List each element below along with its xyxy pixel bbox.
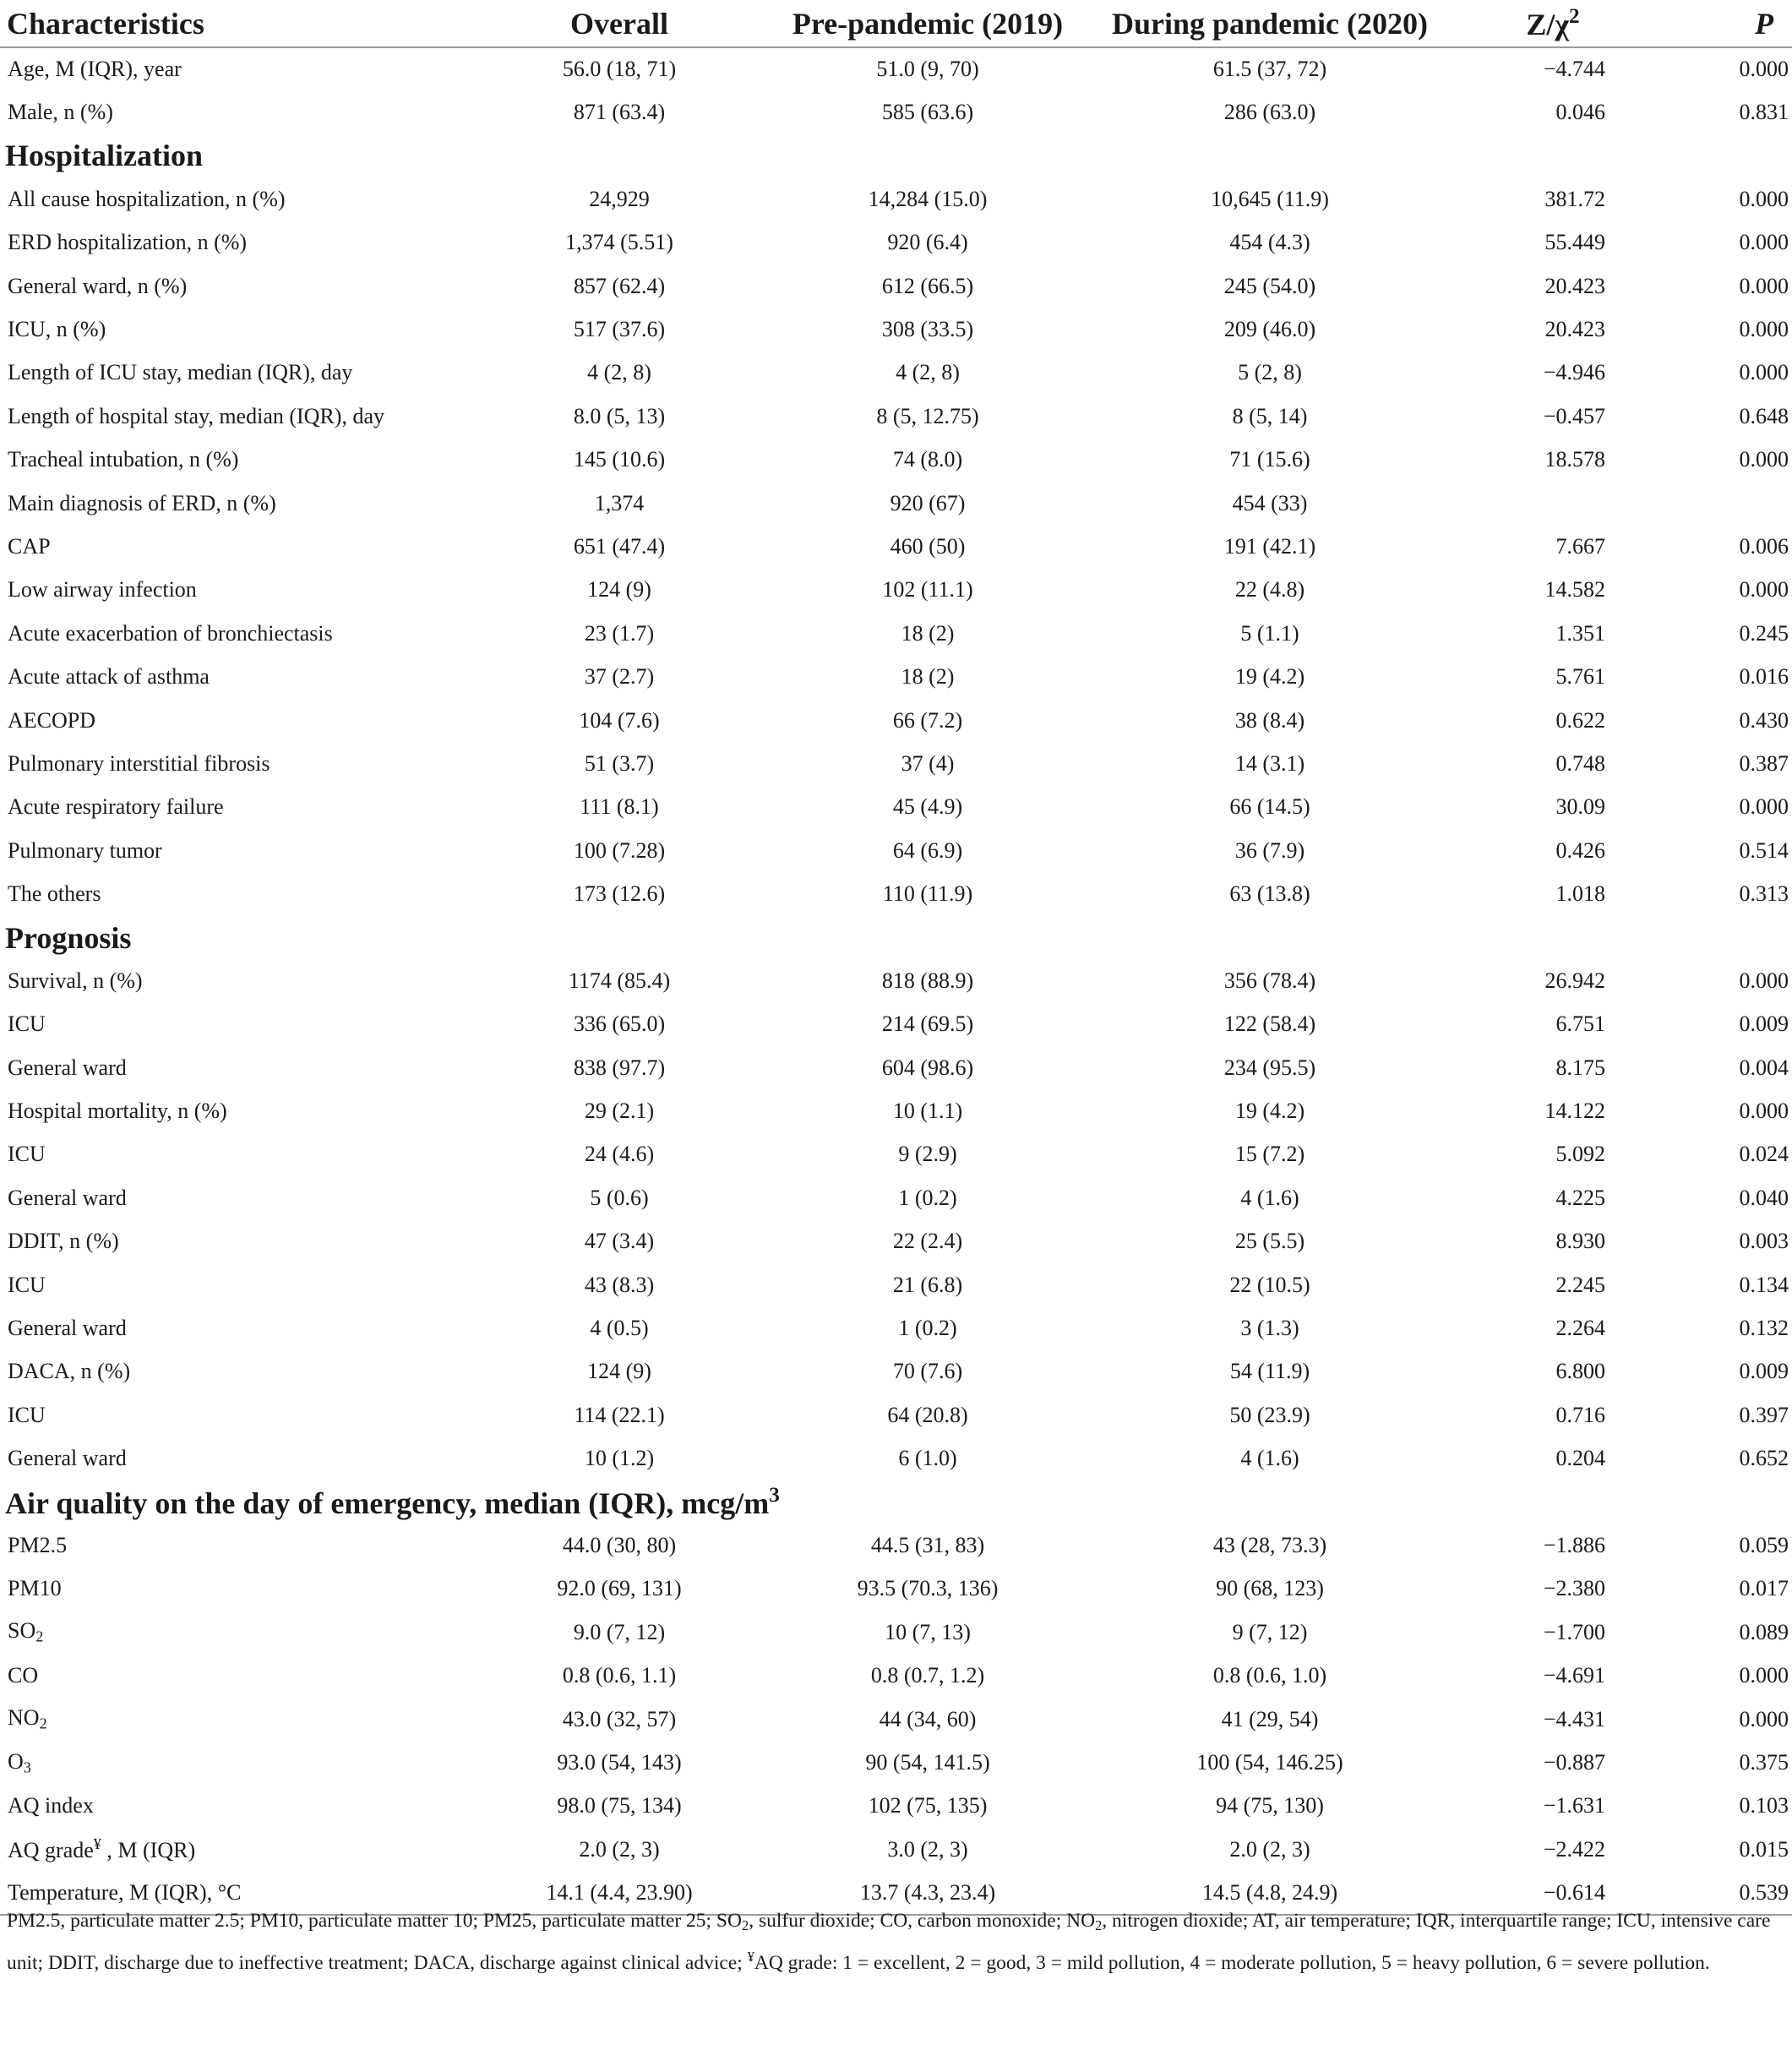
header-z-chi2: $Z/\chi^2$ [1443, 0, 1663, 47]
cell-during-pandemic: 8 (5, 14) [1232, 403, 1308, 428]
table-row [0, 1698, 1792, 1741]
table-row [0, 308, 1792, 351]
cell-p-value: 0.004 [1739, 1055, 1789, 1080]
cell-overall: 43 (8.3) [584, 1272, 655, 1297]
table-row [0, 959, 1792, 1002]
cell-p-value: 0.000 [1739, 360, 1789, 385]
table-row [0, 1350, 1792, 1393]
cell-overall: 93.0 (54, 143) [557, 1749, 682, 1775]
cell-overall: 24,929 [589, 186, 650, 211]
cell-z-statistic: −1.886 [1543, 1532, 1605, 1557]
section-header-row [0, 1480, 1792, 1524]
table-row [0, 1828, 1792, 1871]
cell-p-value: 0.831 [1739, 100, 1789, 125]
row-label: Survival, n (%) [8, 968, 143, 993]
cell-overall: 8.0 (5, 13) [573, 403, 666, 428]
cell-during-pandemic: 43 (28, 73.3) [1212, 1532, 1327, 1557]
cell-z-statistic: −2.422 [1543, 1836, 1605, 1862]
cell-z-statistic: 0.716 [1555, 1402, 1605, 1427]
row-label: Low airway infection [8, 577, 197, 602]
cell-during-pandemic: 22 (10.5) [1229, 1272, 1310, 1297]
cell-z-statistic: 0.622 [1555, 707, 1605, 733]
cell-during-pandemic: 0.8 (0.6, 1.0) [1212, 1663, 1327, 1688]
cell-z-statistic: 6.751 [1555, 1011, 1605, 1037]
row-label: Main diagnosis of ERD, n (%) [8, 490, 276, 515]
cell-during-pandemic: 71 (15.6) [1229, 447, 1310, 472]
cell-z-statistic: −4.744 [1543, 57, 1605, 82]
section-header-row [0, 916, 1792, 959]
cell-p-value: 0.134 [1739, 1272, 1789, 1297]
table-row [0, 872, 1792, 915]
section-title: Prognosis [5, 920, 132, 955]
cell-pre-pandemic: 66 (7.2) [892, 707, 963, 733]
cell-overall: 51 (3.7) [584, 750, 655, 776]
cell-pre-pandemic: 37 (4) [901, 750, 955, 776]
cell-p-value: 0.003 [1739, 1229, 1789, 1254]
cell-during-pandemic: 14 (3.1) [1234, 750, 1305, 776]
cell-during-pandemic: 245 (54.0) [1223, 273, 1316, 298]
cell-pre-pandemic: 102 (75, 135) [868, 1793, 988, 1818]
row-label: General ward [8, 1316, 127, 1341]
row-label: The others [8, 881, 101, 907]
row-label: Pulmonary interstitial fibrosis [8, 750, 270, 776]
cell-pre-pandemic: 21 (6.8) [892, 1272, 963, 1297]
cell-z-statistic: −4.946 [1543, 360, 1605, 385]
cell-p-value: 0.006 [1739, 533, 1789, 559]
cell-during-pandemic: 3 (1.3) [1240, 1316, 1299, 1341]
cell-p-value: 0.000 [1739, 577, 1789, 602]
cell-overall: 14.1 (4.4, 23.90) [480, 1871, 759, 1914]
cell-z-statistic: 55.449 [1544, 230, 1605, 255]
cell-during-pandemic: 122 (58.4) [1223, 1011, 1316, 1037]
cell-pre-pandemic: 110 (11.9) [882, 881, 973, 907]
row-label: ICU [8, 1142, 46, 1167]
cell-pre-pandemic: 44.5 (31, 83) [870, 1532, 985, 1557]
cell-overall: 124 (9) [587, 1359, 651, 1384]
cell-pre-pandemic: 460 (50) [890, 533, 966, 559]
cell-during-pandemic: 10,645 (11.9) [1211, 186, 1329, 211]
cell-overall: 29 (2.1) [584, 1099, 655, 1124]
cell-z-statistic: 8.930 [1555, 1229, 1605, 1254]
cell-p-value: 0.000 [1739, 1706, 1789, 1731]
cell-overall: 37 (2.7) [584, 664, 655, 690]
cell-overall: 44.0 (30, 80) [562, 1532, 677, 1557]
cell-p-value: 0.000 [1739, 1099, 1789, 1124]
cell-overall: 838 (97.7) [573, 1055, 666, 1080]
row-label: AQ grade¥ , M (IQR) [8, 1835, 196, 1863]
cell-z-statistic: 4.225 [1555, 1185, 1605, 1210]
row-label: Length of ICU stay, median (IQR), day [8, 360, 353, 385]
cell-overall: 857 (62.4) [573, 273, 666, 298]
cell-during-pandemic: 38 (8.4) [1234, 707, 1305, 733]
cell-during-pandemic: 19 (4.2) [1234, 664, 1305, 690]
cell-z-statistic: −1.631 [1543, 1793, 1605, 1818]
cell-during-pandemic: 5 (2, 8) [1238, 360, 1302, 385]
cell-pre-pandemic: 585 (63.6) [881, 100, 974, 125]
header-characteristics: Characteristics [0, 0, 480, 47]
cell-p-value [1663, 482, 1792, 525]
cell-overall: 43.0 (32, 57) [562, 1706, 677, 1731]
row-label: Acute attack of asthma [8, 664, 210, 690]
cell-pre-pandemic: 308 (33.5) [881, 317, 974, 342]
cell-z-statistic: 0.426 [1555, 837, 1605, 863]
cell-pre-pandemic: 14,284 (15.0) [868, 186, 988, 211]
cell-overall: 111 (8.1) [580, 794, 659, 820]
cell-pre-pandemic: 4 (2, 8) [896, 360, 960, 385]
row-label: PM2.5 [8, 1532, 68, 1557]
cell-pre-pandemic: 920 (6.4) [887, 230, 968, 255]
cell-p-value: 0.059 [1739, 1532, 1789, 1557]
cell-pre-pandemic: 604 (98.6) [881, 1055, 974, 1080]
cell-during-pandemic: 191 (42.1) [1223, 533, 1316, 559]
header-pre-pandemic: Pre-pandemic (2019) [759, 0, 1097, 47]
cell-z-statistic: 14.122 [1544, 1099, 1605, 1124]
table-row [0, 786, 1792, 829]
cell-during-pandemic: 356 (78.4) [1223, 968, 1316, 993]
cell-during-pandemic: 54 (11.9) [1229, 1359, 1310, 1384]
table-row [0, 1263, 1792, 1306]
row-label: PM10 [8, 1576, 62, 1601]
cell-during-pandemic: 4 (1.6) [1240, 1185, 1299, 1210]
table-row [0, 1393, 1792, 1437]
cell-p-value: 0.000 [1739, 794, 1789, 820]
cell-pre-pandemic: 64 (6.9) [892, 837, 963, 863]
cell-during-pandemic: 15 (7.2) [1234, 1142, 1305, 1167]
row-label: Temperature, M (IQR), °C [0, 1871, 480, 1914]
table-row [0, 1046, 1792, 1089]
table-row [0, 439, 1792, 482]
cell-pre-pandemic: 18 (2) [901, 620, 955, 646]
header-during-pandemic: During pandemic (2020) [1097, 0, 1443, 47]
cell-z-statistic: 2.264 [1555, 1316, 1605, 1341]
cell-during-pandemic: 63 (13.8) [1229, 881, 1310, 907]
cell-during-pandemic: 2.0 (2, 3) [1229, 1836, 1310, 1862]
cell-z-statistic: 0.204 [1555, 1446, 1605, 1471]
table-row [0, 829, 1792, 872]
cell-z-statistic: 5.761 [1555, 664, 1605, 690]
cell-during-pandemic: 41 (29, 54) [1221, 1706, 1319, 1731]
cell-p-value: 0.000 [1739, 186, 1789, 211]
cell-p-value: 0.539 [1663, 1871, 1792, 1914]
table-row [0, 221, 1792, 264]
cell-p-value: 0.430 [1739, 707, 1789, 733]
cell-z-statistic: −0.887 [1543, 1749, 1605, 1775]
cell-pre-pandemic: 1 (0.2) [898, 1316, 957, 1341]
cell-z-statistic: 18.578 [1544, 447, 1605, 472]
table-row [0, 395, 1792, 438]
cell-overall: 104 (7.6) [579, 707, 660, 733]
cell-p-value: 0.132 [1739, 1316, 1789, 1341]
cell-overall: 2.0 (2, 3) [579, 1836, 660, 1862]
row-label: ERD hospitalization, n (%) [8, 230, 248, 255]
cell-p-value: 0.017 [1739, 1576, 1789, 1601]
row-label: General ward [8, 1055, 127, 1080]
cell-overall: 1,374 [594, 490, 645, 515]
cell-pre-pandemic: 93.5 (70.3, 136) [857, 1576, 999, 1601]
cell-pre-pandemic: 818 (88.9) [881, 968, 974, 993]
cell-during-pandemic: 19 (4.2) [1234, 1099, 1305, 1124]
cell-during-pandemic: 66 (14.5) [1229, 794, 1310, 820]
section-title: Air quality on the day of emergency, median (IQR), mcg/$m^3$ [5, 1483, 780, 1520]
table-row [0, 1611, 1792, 1654]
cell-during-pandemic: 61.5 (37, 72) [1212, 57, 1327, 82]
cell-z-statistic: 26.942 [1544, 968, 1605, 993]
cell-z-statistic: 1.018 [1555, 881, 1605, 907]
cell-during-pandemic: 454 (33) [1232, 490, 1308, 515]
cell-z-statistic: 8.175 [1555, 1055, 1605, 1080]
cell-overall: 1174 (85.4) [568, 968, 671, 993]
cell-p-value: 0.000 [1739, 317, 1789, 342]
row-label: DDIT, n (%) [8, 1229, 119, 1254]
cell-p-value: 0.015 [1739, 1836, 1789, 1862]
cell-z-statistic: 14.582 [1544, 577, 1605, 602]
row-label: Tracheal intubation, n (%) [8, 447, 239, 472]
cell-pre-pandemic: 70 (7.6) [892, 1359, 963, 1384]
cell-pre-pandemic: 920 (67) [890, 490, 966, 515]
cell-z-statistic: −0.457 [1543, 403, 1605, 428]
row-label: Acute exacerbation of bronchiectasis [8, 620, 333, 646]
cell-z-statistic: −1.700 [1543, 1619, 1605, 1644]
cell-overall: 0.8 (0.6, 1.1) [562, 1663, 677, 1688]
table-row [0, 352, 1792, 395]
row-label: General ward [8, 1446, 127, 1471]
table-row [0, 1741, 1792, 1784]
cell-overall: 100 (7.28) [573, 837, 666, 863]
table-row [0, 47, 1792, 90]
table-row [0, 1437, 1792, 1480]
cell-during-pandemic: 22 (4.8) [1234, 577, 1305, 602]
cell-overall: 24 (4.6) [584, 1142, 655, 1167]
table-row [0, 482, 1792, 525]
cell-during-pandemic: 90 (68, 123) [1216, 1576, 1324, 1601]
cell-pre-pandemic: 8 (5, 12.75) [876, 403, 979, 428]
cell-during-pandemic: 9 (7, 12) [1232, 1619, 1308, 1644]
table-row [0, 1089, 1792, 1132]
table-row [0, 177, 1792, 221]
cell-pre-pandemic: 10 (7, 13) [885, 1619, 971, 1644]
cell-p-value: 0.000 [1739, 273, 1789, 298]
cell-overall: 9.0 (7, 12) [573, 1619, 666, 1644]
cell-during-pandemic: 50 (23.9) [1229, 1402, 1310, 1427]
cell-p-value: 0.648 [1739, 403, 1789, 428]
row-label: $NO_2$ [8, 1705, 47, 1732]
cell-z-statistic: 0.046 [1555, 100, 1605, 125]
cell-pre-pandemic: 0.8 (0.7, 1.2) [870, 1663, 985, 1688]
cell-p-value: 0.016 [1739, 664, 1789, 690]
cell-z-statistic: 381.72 [1544, 186, 1605, 211]
cell-pre-pandemic: 612 (66.5) [881, 273, 974, 298]
cell-p-value: 0.009 [1739, 1359, 1789, 1384]
cell-overall: 56.0 (18, 71) [562, 57, 677, 82]
table-row [0, 1654, 1792, 1697]
cell-pre-pandemic: 1 (0.2) [898, 1185, 957, 1210]
cell-z-statistic: −4.431 [1543, 1706, 1605, 1731]
table-row [0, 742, 1792, 785]
cell-overall: 173 (12.6) [573, 881, 666, 907]
table-row [0, 1568, 1792, 1611]
cell-pre-pandemic: 45 (4.9) [892, 794, 963, 820]
cell-overall: 145 (10.6) [573, 447, 666, 472]
cell-p-value: 0.040 [1739, 1185, 1789, 1210]
section-header-row [0, 134, 1792, 177]
cell-during-pandemic: 286 (63.0) [1223, 100, 1316, 125]
cell-z-statistic: −2.380 [1543, 1576, 1605, 1601]
cell-pre-pandemic: 214 (69.5) [881, 1011, 974, 1037]
cell-during-pandemic: 234 (95.5) [1223, 1055, 1316, 1080]
row-label: General ward, n (%) [8, 273, 188, 298]
table-row [0, 699, 1792, 742]
cell-pre-pandemic: 6 (1.0) [898, 1446, 957, 1471]
cell-overall: 4 (2, 8) [587, 360, 651, 385]
header-p-value: P [1663, 0, 1792, 47]
cell-pre-pandemic: 64 (20.8) [887, 1402, 968, 1427]
table-row [0, 1133, 1792, 1176]
cell-pre-pandemic: 22 (2.4) [892, 1229, 963, 1254]
table-row [0, 1785, 1792, 1828]
cell-overall: 651 (47.4) [573, 533, 666, 559]
cell-p-value: 0.000 [1739, 230, 1789, 255]
table-row [0, 612, 1792, 655]
cell-during-pandemic: 25 (5.5) [1234, 1229, 1305, 1254]
row-label: Length of hospital stay, median (IQR), day [8, 403, 384, 428]
cell-during-pandemic: 94 (75, 130) [1216, 1793, 1324, 1818]
row-label: AQ index [8, 1793, 94, 1818]
table-row [0, 1176, 1792, 1219]
cell-pre-pandemic: 9 (2.9) [898, 1142, 957, 1167]
cell-during-pandemic: 14.5 (4.8, 24.9) [1097, 1871, 1443, 1914]
cell-overall: 871 (63.4) [573, 100, 666, 125]
cell-overall: 114 (22.1) [574, 1402, 665, 1427]
cell-pre-pandemic: 102 (11.1) [882, 577, 973, 602]
row-label: Age, M (IQR), year [8, 57, 182, 82]
cell-pre-pandemic: 13.7 (4.3, 23.4) [759, 1871, 1097, 1914]
cell-during-pandemic: 454 (4.3) [1229, 230, 1310, 255]
cell-overall: 47 (3.4) [584, 1229, 655, 1254]
cell-p-value: 0.000 [1739, 57, 1789, 82]
cell-overall: 517 (37.6) [573, 317, 666, 342]
cell-z-statistic: 0.748 [1555, 750, 1605, 776]
row-label: CAP [8, 533, 51, 559]
row-label: ICU, n (%) [8, 317, 106, 342]
table-row [0, 1003, 1792, 1046]
row-label: Hospital mortality, n (%) [8, 1099, 227, 1124]
table-row [0, 569, 1792, 612]
cell-z-statistic: 6.800 [1555, 1359, 1605, 1384]
cell-overall: 336 (65.0) [573, 1011, 666, 1037]
cell-overall: 124 (9) [587, 577, 651, 602]
cell-pre-pandemic: 44 (34, 60) [879, 1706, 977, 1731]
cell-during-pandemic: 209 (46.0) [1223, 317, 1316, 342]
cell-during-pandemic: 36 (7.9) [1234, 837, 1305, 863]
row-label: $O_3$ [8, 1748, 31, 1776]
row-label: All cause hospitalization, n (%) [8, 186, 286, 211]
row-label: DACA, n (%) [8, 1359, 131, 1384]
cell-p-value: 0.245 [1739, 620, 1789, 646]
table-row [0, 1524, 1792, 1567]
row-label: Pulmonary tumor [8, 837, 162, 863]
table-body [0, 47, 1792, 1915]
row-label: ICU [8, 1402, 46, 1427]
cell-p-value: 0.397 [1739, 1402, 1789, 1427]
cell-p-value: 0.024 [1739, 1142, 1789, 1167]
table-row [0, 525, 1792, 568]
cell-z-statistic: 20.423 [1544, 317, 1605, 342]
cell-overall: 5 (0.6) [590, 1185, 649, 1210]
row-label: Acute respiratory failure [8, 794, 224, 820]
cell-z-statistic: 5.092 [1555, 1142, 1605, 1167]
cell-overall: 92.0 (69, 131) [557, 1576, 682, 1601]
cell-overall: 10 (1.2) [584, 1446, 655, 1471]
table-row [0, 1306, 1792, 1349]
cell-pre-pandemic: 10 (1.1) [892, 1099, 963, 1124]
cell-pre-pandemic: 18 (2) [901, 664, 955, 690]
cell-z-statistic: 30.09 [1555, 794, 1605, 820]
header-overall: Overall [480, 0, 759, 47]
cell-pre-pandemic: 90 (54, 141.5) [865, 1749, 990, 1775]
cell-during-pandemic: 5 (1.1) [1240, 620, 1299, 646]
cell-p-value: 0.313 [1739, 881, 1789, 907]
table-row [0, 90, 1792, 134]
cell-z-statistic: 20.423 [1544, 273, 1605, 298]
cell-z-statistic: 7.667 [1555, 533, 1605, 559]
row-label: General ward [8, 1185, 127, 1210]
row-label: $SO_2$ [8, 1618, 44, 1646]
cell-z-statistic: 1.351 [1555, 620, 1605, 646]
cell-overall: 4 (0.5) [590, 1316, 649, 1341]
row-label: ICU [8, 1011, 46, 1037]
row-label: AECOPD [8, 707, 96, 733]
cell-p-value: 0.000 [1739, 447, 1789, 472]
cell-p-value: 0.009 [1739, 1011, 1789, 1037]
cell-p-value: 0.000 [1739, 1663, 1789, 1688]
cell-z-statistic: −4.691 [1543, 1663, 1605, 1688]
table-row [0, 1220, 1792, 1263]
row-label: CO [8, 1663, 39, 1688]
cell-overall: 23 (1.7) [584, 620, 655, 646]
cell-pre-pandemic: 51.0 (9, 70) [876, 57, 979, 82]
row-label: ICU [8, 1272, 46, 1297]
cell-z-statistic [1443, 482, 1663, 525]
row-label: Male, n (%) [8, 100, 113, 125]
cell-p-value: 0.514 [1739, 837, 1789, 863]
cell-z-statistic: 2.245 [1555, 1272, 1605, 1297]
cell-p-value: 0.387 [1739, 750, 1789, 776]
cell-overall: 1,374 (5.51) [565, 230, 673, 255]
section-title: Hospitalization [5, 139, 204, 173]
cell-z-statistic: −0.614 [1443, 1871, 1663, 1914]
cell-pre-pandemic: 74 (8.0) [892, 447, 963, 472]
table-row [0, 655, 1792, 698]
cell-p-value: 0.000 [1739, 968, 1789, 993]
cell-during-pandemic: 4 (1.6) [1240, 1446, 1299, 1471]
cell-p-value: 0.652 [1739, 1446, 1789, 1471]
table-header-row [0, 0, 1792, 47]
cell-p-value: 0.103 [1739, 1793, 1789, 1818]
cell-during-pandemic: 100 (54, 146.25) [1196, 1749, 1343, 1775]
cell-overall: 98.0 (75, 134) [557, 1793, 682, 1818]
cell-p-value: 0.089 [1739, 1619, 1789, 1644]
cell-p-value: 0.375 [1739, 1749, 1789, 1775]
cell-pre-pandemic: 3.0 (2, 3) [887, 1836, 968, 1862]
table-footnote: PM2.5, particulate matter 2.5; PM10, particulate matter 10; PM25, particulate matter 25; $SO_2$, sulfur dioxide; CO, carbon monoxide; $NO_2$, nitrogen dioxide; AT, air temperature; IQR, interquartile range; ICU, intensive care unit; DDIT, discharge due to ineffective treatment; DACA, discharge against clinical advice; ¥AQ grade: 1 = excellent, 2 = good, 3 = mild pollution, 4 = moderate pollution, 5 = heavy pollution, 6 = severe pollution. [7, 1910, 1771, 1975]
table-row [0, 264, 1792, 308]
